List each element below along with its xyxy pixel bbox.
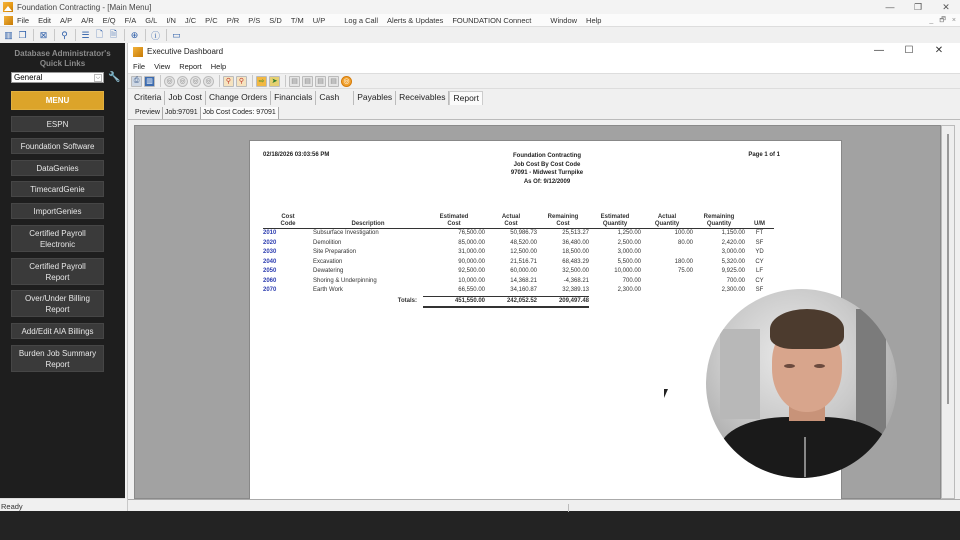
disabled-tool-icon[interactable]: ▤	[328, 76, 339, 87]
table-row: 2050 Dewatering 92,500.00 60,000.00 32,500.00 10,000.00 75.00 9,925.00 LF	[263, 267, 774, 277]
monitor-icon[interactable]: ▭	[172, 29, 181, 40]
dashboard-title: Executive Dashboard	[147, 47, 224, 56]
table-row: 2010 Subsurface Investigation 76,500.00 50,986.73 25,513.27 1,250.00 100.00 1,150.00 FT	[263, 229, 774, 239]
tab-payables[interactable]: Payables	[354, 91, 396, 105]
chevron-down-icon[interactable]: ⌵	[95, 75, 101, 81]
menu-window[interactable]: Window	[550, 15, 578, 25]
menu-jc[interactable]: J/C	[184, 15, 197, 25]
disabled-tool-icon[interactable]: ▤	[315, 76, 326, 87]
quick-link-burden-job-summary-report[interactable]: Burden Job Summary Report	[11, 345, 104, 372]
quick-link-importgenies[interactable]: ImportGenies	[11, 203, 104, 219]
subtab-job[interactable]: Job:97091	[163, 107, 201, 119]
table-row: 2070 Earth Work 66,550.00 34,160.87 32,389.13 2,300.00 2,300.00 SF	[263, 286, 774, 296]
report-subtabs	[128, 105, 960, 120]
menu-ap[interactable]: A/P	[60, 15, 73, 25]
window-title: Foundation Contracting - [Main Menu]	[17, 2, 152, 12]
windows-icon[interactable]: ❐	[18, 29, 27, 40]
dashboard-title-bar	[128, 43, 960, 60]
menu-pr[interactable]: P/R	[226, 15, 240, 25]
mouse-cursor-icon	[664, 389, 668, 398]
zoom-in-icon[interactable]: ⚲	[223, 76, 234, 87]
menu-tm[interactable]: T/M	[290, 15, 304, 25]
menu-ps[interactable]: P/S	[248, 15, 261, 25]
quick-links-group-select[interactable]: General ⌵	[11, 72, 104, 83]
dashboard-tabs	[128, 89, 960, 105]
dashboard-minimize-button[interactable]: —	[874, 45, 884, 56]
menu-fa[interactable]: F/A	[124, 15, 137, 25]
quick-link-espn[interactable]: ESPN	[11, 116, 104, 132]
scrollbar-thumb[interactable]	[947, 134, 949, 404]
document-search-icon[interactable]: 🗎	[109, 29, 118, 39]
tab-report[interactable]: Report	[449, 91, 483, 105]
quick-link-datagenies[interactable]: DataGenies	[11, 160, 104, 176]
document-icon[interactable]: 🗋	[95, 29, 104, 39]
title-bar	[0, 0, 960, 14]
book-icon[interactable]: ▥	[4, 29, 13, 40]
cost-code-link[interactable]: 2030	[263, 249, 277, 255]
toolbar-separator	[54, 29, 55, 41]
send-icon[interactable]: ➤	[269, 76, 280, 87]
disabled-tool-icon[interactable]: ▤	[289, 76, 300, 87]
table-row: 2030 Site Preparation 31,000.00 12,500.00 18,500.00 3,000.00 3,000.00 YD	[263, 248, 774, 258]
first-page-icon[interactable]: ◎	[164, 76, 175, 87]
report-company: Foundation Contracting	[513, 153, 581, 159]
totals-row: Totals: 451,550.00 242,052.52 209,497.48	[263, 296, 774, 307]
tab-cash[interactable]: Cash	[316, 91, 354, 105]
dashboard-menu-help[interactable]: Help	[210, 62, 227, 71]
report-toolbar	[128, 73, 960, 89]
foundation-logo-icon	[3, 2, 13, 12]
close-window-icon[interactable]: ⊠	[39, 29, 48, 40]
dashboard-close-button[interactable]: ✕	[934, 45, 944, 56]
wrench-icon[interactable]: 🔧	[108, 72, 121, 83]
dashboard-menu-file[interactable]: File	[133, 62, 146, 71]
previous-page-icon[interactable]: ◎	[177, 76, 188, 87]
location-pin-icon[interactable]: ⚲	[61, 29, 68, 40]
menu-in[interactable]: I/N	[166, 15, 176, 25]
report-as-of: As Of: 9/12/2009	[523, 178, 571, 185]
toolbar-separator	[33, 29, 34, 41]
job-cost-table	[263, 214, 774, 308]
menu-up[interactable]: U/P	[312, 15, 326, 25]
cost-code-link[interactable]: 2070	[263, 287, 277, 294]
dashboard-menu-view[interactable]: View	[154, 62, 171, 71]
menu-alerts-updates[interactable]: Alerts & Updates	[387, 15, 444, 25]
subtab-job-cost-codes[interactable]: Job Cost Codes: 97091	[201, 107, 279, 119]
dashboard-menu-report[interactable]: Report	[179, 62, 202, 71]
tab-financials[interactable]: Financials	[271, 91, 316, 105]
open-book-icon[interactable]: ▥	[144, 76, 155, 87]
list-icon[interactable]: ☰	[81, 29, 90, 40]
minimize-button[interactable]: —	[885, 2, 895, 12]
target-icon[interactable]: ◎	[341, 76, 352, 87]
horizontal-scrollbar[interactable]	[128, 499, 960, 511]
mdi-restore-button[interactable]: 🗗	[939, 17, 946, 24]
cost-code-link[interactable]: 2010	[263, 230, 277, 236]
tab-receivables[interactable]: Receivables	[396, 91, 449, 105]
tab-criteria[interactable]: Criteria	[131, 91, 165, 105]
info-icon[interactable]: ⓘ	[150, 30, 160, 41]
mdi-close-button[interactable]: ×	[951, 17, 956, 24]
report-print-date: 02/18/2026 03:03:56 PM	[263, 152, 330, 158]
next-page-icon[interactable]: ◎	[190, 76, 201, 87]
table-row: 2060 Shoring & Underpinning 10,000.00 14,368.21 -4,368.21 700.00 700.00 CY	[263, 277, 774, 287]
quick-link-certified-payroll-electronic[interactable]: Certified Payroll Electronic	[11, 225, 104, 252]
status-bar: Ready	[0, 498, 125, 511]
disabled-tool-icon[interactable]: ▤	[302, 76, 313, 87]
export-icon[interactable]: ⇨	[256, 76, 267, 87]
quick-link-foundation-software[interactable]: Foundation Software	[11, 138, 104, 154]
quick-link-add-edit-aia-billings[interactable]: Add/Edit AIA Billings	[11, 323, 104, 339]
quick-link-certified-payroll-report[interactable]: Certified Payroll Report	[11, 258, 104, 285]
report-title: Job Cost By Cost Code	[513, 161, 581, 168]
main-menubar	[0, 14, 960, 27]
cost-code-link[interactable]: 2060	[263, 277, 277, 284]
dashboard-maximize-button[interactable]: ☐	[904, 45, 914, 56]
table-header-row: Cost Code Description Estimated Cost Actual Cost Remaining Cost Estimated Quantity Actual Quantity Remaining Quantity U/M	[263, 214, 774, 229]
table-row: 2020 Demolition 85,000.00 48,520.00 36,480.00 2,500.00 80.00 2,420.00 SF	[263, 239, 774, 249]
table-row: 2040 Excavation 90,000.00 21,516.71 68,483.29 5,500.00 180.00 5,320.00 CY	[263, 258, 774, 268]
tab-job-cost[interactable]: Job Cost	[165, 91, 206, 105]
toolbar-separator	[75, 29, 76, 41]
menu-sd[interactable]: S/D	[269, 15, 282, 25]
report-page-number: Page 1 of 1	[748, 152, 780, 158]
vertical-scrollbar[interactable]	[941, 125, 955, 499]
menu-file[interactable]: File	[17, 15, 30, 25]
menu-foundation-connect[interactable]: FOUNDATION Connect	[452, 15, 532, 25]
quick-links-sidebar	[0, 43, 125, 498]
foundation-logo-icon	[133, 47, 143, 57]
last-page-icon[interactable]: ◎	[203, 76, 214, 87]
restore-button[interactable]: ❐	[913, 2, 923, 12]
menu-log-a-call[interactable]: Log a Call	[344, 15, 379, 25]
cost-code-link[interactable]: 2050	[263, 268, 277, 274]
report-job: 97091 - Midwest Turnpike	[510, 170, 584, 176]
dashboard-menubar	[128, 60, 960, 73]
lifebuoy-icon[interactable]: ⊕	[130, 29, 139, 40]
mdi-minimize-button[interactable]: _	[929, 17, 934, 24]
report-header	[410, 152, 684, 186]
close-button[interactable]: ✕	[942, 2, 950, 12]
menu-eq[interactable]: E/Q	[102, 15, 116, 25]
toolbar-separator	[166, 29, 167, 41]
sidebar-heading: Database Administrator's Quick Links	[14, 49, 111, 68]
toolbar-separator	[145, 29, 146, 41]
menu-help[interactable]: Help	[586, 15, 602, 25]
subtab-preview[interactable]: Preview	[133, 107, 163, 119]
tab-change-orders[interactable]: Change Orders	[206, 91, 271, 105]
menu-button[interactable]: MENU	[11, 91, 104, 110]
cost-code-link[interactable]: 2040	[263, 258, 277, 265]
menu-edit[interactable]: Edit	[38, 15, 52, 25]
quick-link-timecardgenie[interactable]: TimecardGenie	[11, 181, 104, 197]
quick-link-over-under-billing-report[interactable]: Over/Under Billing Report	[11, 290, 104, 317]
menu-pc[interactable]: P/C	[205, 15, 218, 25]
print-icon[interactable]: ⎙	[131, 76, 142, 87]
mdi-logo-icon[interactable]	[4, 16, 13, 25]
menu-ar[interactable]: A/R	[81, 15, 94, 25]
toolbar-separator	[124, 29, 125, 41]
menu-gl[interactable]: G/L	[145, 15, 158, 25]
presenter-webcam-overlay	[706, 289, 897, 478]
main-toolbar	[0, 27, 960, 43]
cost-code-link[interactable]: 2020	[263, 239, 277, 246]
zoom-out-icon[interactable]: ⚲	[236, 76, 247, 87]
